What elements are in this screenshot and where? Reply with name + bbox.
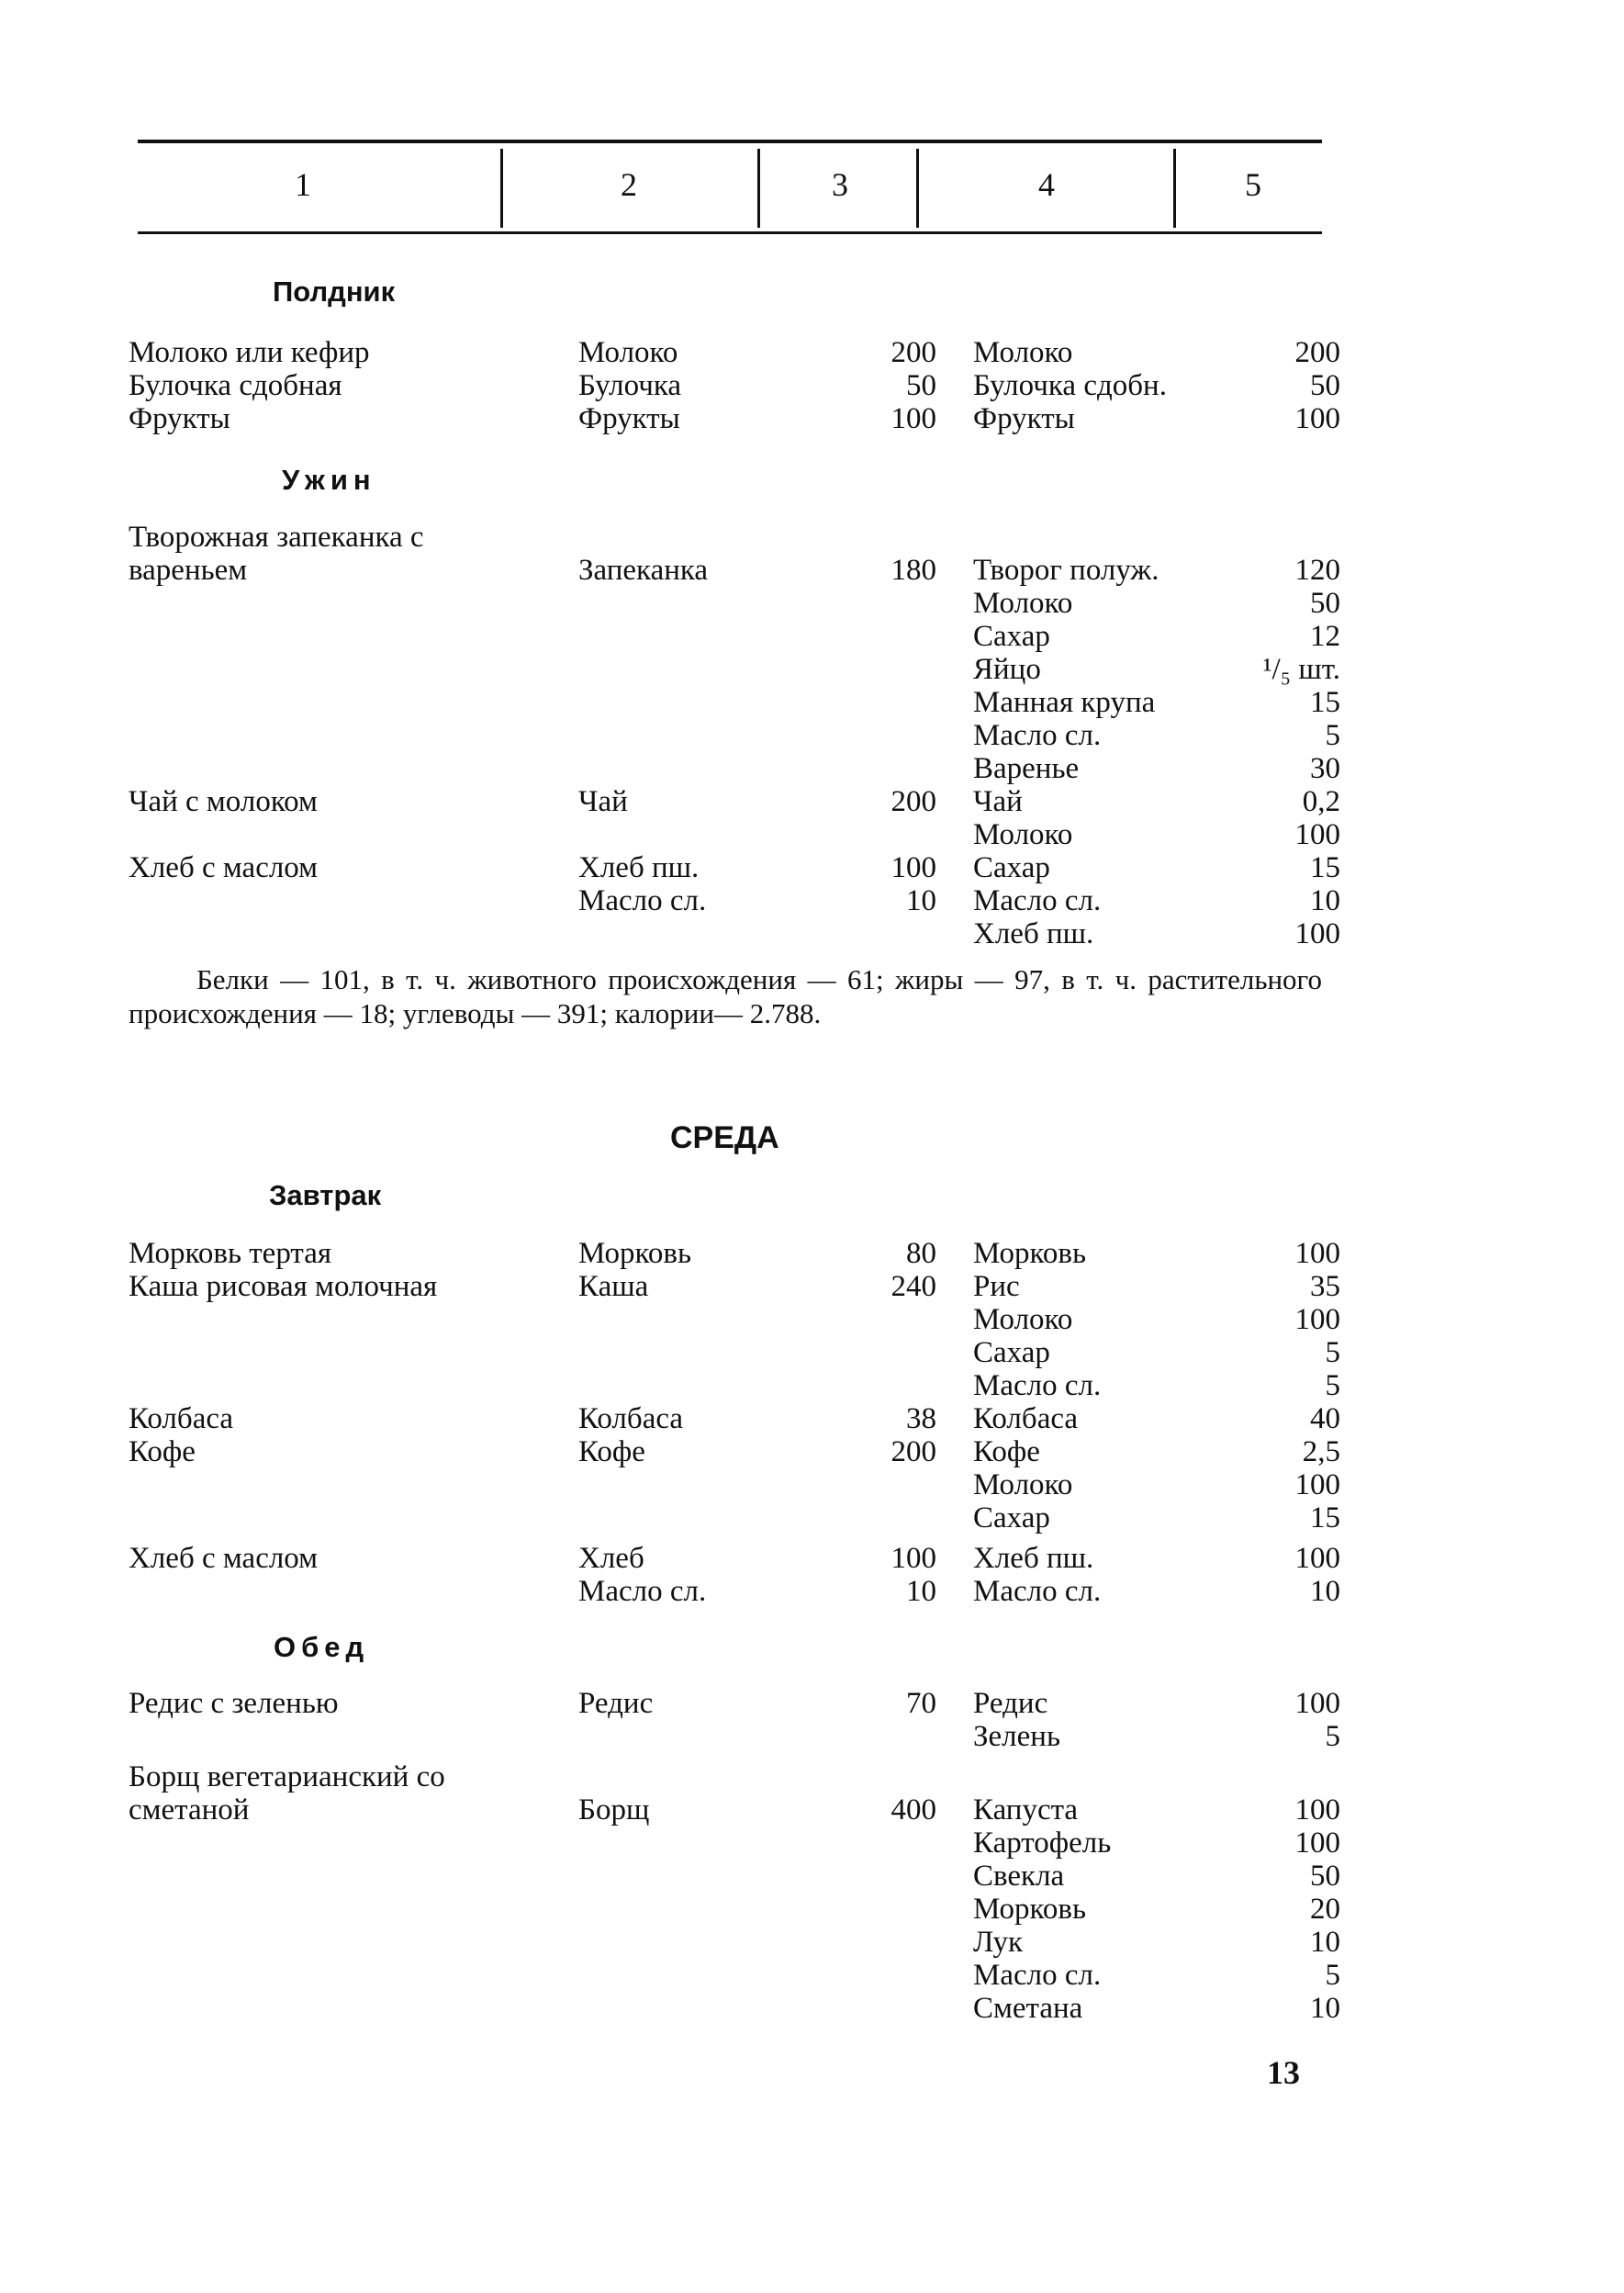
table-row xyxy=(129,719,1340,752)
ingredient-amount: 100 xyxy=(1294,1468,1340,1501)
ingredient-amount: 100 xyxy=(1294,1827,1340,1860)
ingredient-amount: 5 xyxy=(1325,1959,1340,1992)
uzhin-table xyxy=(129,521,1340,950)
serving-quantity: 200 xyxy=(890,336,936,369)
ingredient-name: Яйцо xyxy=(973,653,1041,686)
serving-item: Чай xyxy=(578,785,628,818)
serving-quantity: 70 xyxy=(906,1687,936,1720)
ingredient-amount: 100 xyxy=(1294,1687,1340,1720)
ingredient-name: Творог полуж. xyxy=(973,554,1159,587)
ingredient-name: Картофель xyxy=(973,1827,1112,1860)
table-row xyxy=(129,686,1340,719)
ingredient-amount: 200 xyxy=(1294,336,1340,369)
dish-name: Морковь тертая xyxy=(129,1237,332,1270)
ingredient-name: Хлеб пш. xyxy=(973,1542,1094,1575)
ingredient-name: Молоко xyxy=(973,1303,1073,1336)
serving-quantity: 100 xyxy=(890,1542,936,1575)
table-row xyxy=(129,653,1340,686)
table-row xyxy=(129,884,1340,917)
column-separator xyxy=(1173,149,1176,228)
serving-item: Колбаса xyxy=(578,1402,684,1435)
table-row xyxy=(129,1926,1340,1959)
serving-item: Запеканка xyxy=(578,554,709,587)
table-row xyxy=(129,752,1340,785)
ingredient-amount: 5 xyxy=(1325,1369,1340,1402)
table-row xyxy=(129,1827,1340,1860)
ingredient-name: Булочка сдобн. xyxy=(973,369,1167,402)
ingredient-amount: 50 xyxy=(1310,369,1340,402)
ingredient-amount: 5 xyxy=(1325,1720,1340,1753)
table-row xyxy=(129,1435,1340,1468)
ingredient-amount: 100 xyxy=(1294,1542,1340,1575)
ingredient-name: Фрукты xyxy=(973,402,1075,435)
dish-name: Борщ вегетарианский со сметаной xyxy=(129,1760,445,1827)
ingredient-name: Варенье xyxy=(973,752,1080,785)
table-row xyxy=(129,587,1340,620)
nutrition-summary: Белки — 101, в т. ч. животного происхождения — 61; жиры — 97, в т. ч. растительного происхождения — 18; углеводы — 391; калории— 2.788. xyxy=(129,963,1322,1029)
ingredient-amount: 20 xyxy=(1310,1893,1340,1926)
column-number: 1 xyxy=(295,166,311,203)
table-row xyxy=(129,1760,1340,1827)
serving-quantity: 400 xyxy=(890,1793,936,1827)
column-separator xyxy=(500,149,503,228)
serving-item: Фрукты xyxy=(578,402,680,435)
ingredient-name: Сахар xyxy=(973,851,1050,884)
table-row xyxy=(129,620,1340,653)
ingredient-name: Колбаса xyxy=(973,1402,1079,1435)
page-number: 13 xyxy=(1267,2054,1300,2091)
ingredient-name: Молоко xyxy=(973,818,1073,851)
table-row xyxy=(129,1303,1340,1336)
dish-name: Редис с зеленью xyxy=(129,1687,339,1720)
dish-name: Колбаса xyxy=(129,1402,234,1435)
dish-name: Молоко или кефир xyxy=(129,336,370,369)
ingredient-amount: 5 xyxy=(1325,719,1340,752)
serving-quantity: 10 xyxy=(906,1575,936,1608)
table-row xyxy=(129,1720,1340,1753)
ingredient-amount: 100 xyxy=(1294,1303,1340,1336)
dish-name: Каша рисовая молочная xyxy=(129,1270,438,1303)
ingredient-name: Манная крупа xyxy=(973,686,1156,719)
ingredient-name: Хлеб пш. xyxy=(973,917,1094,950)
serving-item: Булочка xyxy=(578,369,682,402)
ingredient-amount: 15 xyxy=(1310,1501,1340,1534)
ingredient-name: Молоко xyxy=(973,587,1073,620)
ingredient-name: Морковь xyxy=(973,1237,1087,1270)
table-row xyxy=(129,336,1340,369)
serving-quantity: 100 xyxy=(890,851,936,884)
serving-quantity: 100 xyxy=(890,402,936,435)
ingredient-amount: 100 xyxy=(1294,1237,1340,1270)
serving-quantity: 180 xyxy=(890,554,936,587)
ingredient-amount: 12 xyxy=(1310,620,1340,653)
ingredient-amount: 100 xyxy=(1294,1793,1340,1827)
serving-item: Кофе xyxy=(578,1435,645,1468)
ingredient-amount: 100 xyxy=(1294,818,1340,851)
ingredient-amount: 40 xyxy=(1310,1402,1340,1435)
section-heading-zavtrak: Завтрак xyxy=(269,1179,382,1211)
dish-name: Творожная запеканка с вареньем xyxy=(129,521,424,587)
dish-name: Хлеб с маслом xyxy=(129,851,319,884)
header-bottom-rule xyxy=(138,231,1322,234)
table-row xyxy=(129,917,1340,950)
ingredient-amount: 15 xyxy=(1310,851,1340,884)
table-row xyxy=(129,1992,1340,2025)
serving-item: Хлеб пш. xyxy=(578,851,700,884)
dish-name: Хлеб с маслом xyxy=(129,1542,319,1575)
table-row xyxy=(129,369,1340,402)
ingredient-amount: 10 xyxy=(1310,1575,1340,1608)
dish-name: Фрукты xyxy=(129,402,230,435)
column-number: 5 xyxy=(1245,166,1261,203)
table-row xyxy=(129,1542,1340,1575)
ingredient-amount: 10 xyxy=(1310,1926,1340,1959)
serving-item: Масло сл. xyxy=(578,884,707,917)
serving-item: Хлеб xyxy=(578,1542,644,1575)
serving-quantity: 80 xyxy=(906,1237,936,1270)
dish-name: Булочка сдобная xyxy=(129,369,342,402)
table-row xyxy=(129,1237,1340,1270)
serving-quantity: 38 xyxy=(906,1402,936,1435)
ingredient-name: Зелень xyxy=(973,1720,1061,1753)
ingredient-name: Сметана xyxy=(973,1992,1083,2025)
zavtrak-table xyxy=(129,1237,1340,1608)
table-row xyxy=(129,1402,1340,1435)
column-separator xyxy=(916,149,919,228)
table-row xyxy=(129,1369,1340,1402)
serving-item: Борщ xyxy=(578,1793,650,1827)
table-row xyxy=(129,1959,1340,1992)
ingredient-name: Капуста xyxy=(973,1793,1079,1827)
column-number: 3 xyxy=(832,166,848,203)
table-row xyxy=(129,1687,1340,1720)
ingredient-name: Редис xyxy=(973,1687,1048,1720)
dish-name: Кофе xyxy=(129,1435,196,1468)
column-number: 4 xyxy=(1038,166,1055,203)
column-number-header xyxy=(138,140,1322,235)
serving-quantity: 200 xyxy=(890,785,936,818)
poldnik-table xyxy=(129,336,1340,435)
serving-quantity: 240 xyxy=(890,1270,936,1303)
ingredient-name: Лук xyxy=(973,1926,1024,1959)
ingredient-name: Молоко xyxy=(973,1468,1073,1501)
serving-item: Каша xyxy=(578,1270,649,1303)
serving-quantity: 10 xyxy=(906,884,936,917)
serving-quantity: 200 xyxy=(890,1435,936,1468)
table-row xyxy=(129,1468,1340,1501)
ingredient-amount: 0,2 xyxy=(1302,785,1340,818)
table-row xyxy=(129,1501,1340,1534)
ingredient-amount: 10 xyxy=(1310,1992,1340,2025)
ingredient-amount: 5 xyxy=(1325,1336,1340,1369)
table-row xyxy=(129,1575,1340,1608)
ingredient-name: Масло сл. xyxy=(973,1575,1102,1608)
ingredient-amount: 50 xyxy=(1310,587,1340,620)
ingredient-amount: 50 xyxy=(1310,1860,1340,1893)
table-row xyxy=(129,1860,1340,1893)
ingredient-name: Сахар xyxy=(973,620,1050,653)
ingredient-amount: 100 xyxy=(1294,402,1340,435)
dish-name: Чай с молоком xyxy=(129,785,318,818)
serving-quantity: 50 xyxy=(906,369,936,402)
ingredient-amount: 10 xyxy=(1310,884,1340,917)
section-heading-uzhin: Ужин xyxy=(282,464,376,496)
ingredient-amount: ¹/₅ шт. xyxy=(1262,653,1340,686)
table-row xyxy=(129,521,1340,587)
table-row xyxy=(129,1270,1340,1303)
table-row xyxy=(129,785,1340,818)
ingredient-name: Масло сл. xyxy=(973,1369,1102,1402)
ingredient-name: Молоко xyxy=(973,336,1073,369)
table-row xyxy=(129,851,1340,884)
serving-item: Редис xyxy=(578,1687,654,1720)
ingredient-name: Рис xyxy=(973,1270,1020,1303)
ingredient-amount: 120 xyxy=(1294,554,1340,587)
ingredient-name: Сахар xyxy=(973,1336,1050,1369)
header-top-rule xyxy=(138,140,1322,143)
column-number: 2 xyxy=(621,166,637,203)
ingredient-name: Чай xyxy=(973,785,1023,818)
serving-item: Масло сл. xyxy=(578,1575,707,1608)
serving-item: Молоко xyxy=(578,336,678,369)
section-heading-poldnik: Полдник xyxy=(273,275,396,308)
ingredient-name: Масло сл. xyxy=(973,884,1102,917)
ingredient-name: Кофе xyxy=(973,1435,1040,1468)
ingredient-amount: 100 xyxy=(1294,917,1340,950)
serving-item: Морковь xyxy=(578,1237,692,1270)
ingredient-amount: 35 xyxy=(1310,1270,1340,1303)
ingredient-name: Сахар xyxy=(973,1501,1050,1534)
table-row xyxy=(129,1893,1340,1926)
obed-table xyxy=(129,1687,1340,2025)
ingredient-name: Масло сл. xyxy=(973,719,1102,752)
column-separator xyxy=(757,149,760,228)
day-title: СРЕДА xyxy=(670,1120,779,1155)
ingredient-name: Масло сл. xyxy=(973,1959,1102,1992)
section-heading-obed: Обед xyxy=(274,1631,370,1663)
table-row xyxy=(129,402,1340,435)
table-row xyxy=(129,818,1340,851)
ingredient-amount: 2,5 xyxy=(1302,1435,1340,1468)
table-row xyxy=(129,1336,1340,1369)
ingredient-amount: 15 xyxy=(1310,686,1340,719)
ingredient-amount: 30 xyxy=(1310,752,1340,785)
ingredient-name: Свекла xyxy=(973,1860,1065,1893)
ingredient-name: Морковь xyxy=(973,1893,1087,1926)
